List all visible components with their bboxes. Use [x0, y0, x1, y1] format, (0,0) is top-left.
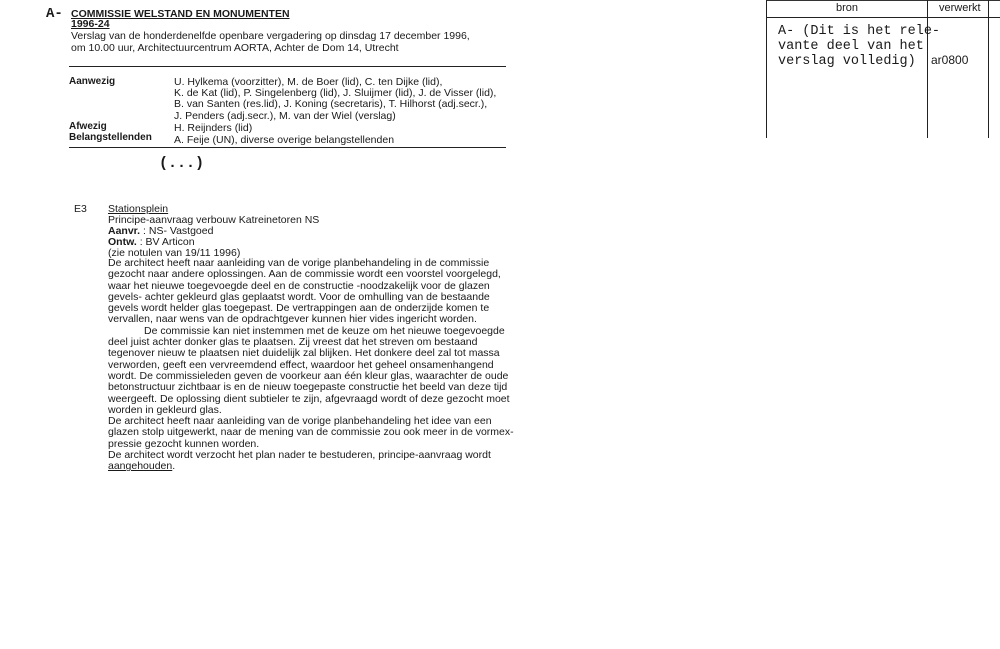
source-line: verslag volledig)	[778, 54, 916, 69]
body-line: De architect heeft naar aanleiding van de vorige planbehandeling het idee van een	[108, 415, 492, 428]
processed-code: ar0800	[931, 53, 969, 67]
body-line: tegenover nieuw te plaatsen niet duidelijk zal blijken. Het donkere deel zal tot massa	[108, 347, 500, 360]
table-top-border	[766, 0, 1000, 1]
body-line-final	[108, 461, 514, 472]
applicant-label: Aanvr.	[108, 225, 141, 237]
stakeholders-value: A. Feije (UN), diverse overige belangstellenden	[174, 134, 395, 146]
divider-bottom	[69, 147, 506, 148]
section-prefix: A-	[46, 6, 63, 22]
source-line: A- (Dit is het rele-	[778, 24, 941, 39]
committee-title: COMMISSIE WELSTAND EN MONUMENTEN	[71, 8, 290, 20]
present-line: K. de Kat (lid), P. Singelenberg (lid), J. Sluijmer (lid), J. de Visser (lid),	[174, 87, 497, 100]
body-line: De architect heeft naar aanleiding van de vorige planbehandeling in de commissie	[108, 257, 490, 269]
present-line: B. van Santen (res.lid), J. Koning (secretaris), T. Hilhorst (adj.secr.),	[174, 98, 488, 111]
body-line: De architect wordt verzocht het plan nader te bestuderen, principe-aanvraag wordt	[108, 449, 491, 462]
divider-top	[69, 66, 506, 67]
body-line: wordt. De commissieleden geven de voorkeur aan één kleur glas, waarachter de oude	[108, 369, 509, 382]
body-line: vervallen, naar wens van de opdrachtgever kunnen hier vides ingericht worden.	[108, 313, 477, 326]
body-line: gevels wordt helder glas toegepast. De vertrappingen aan de onderzijde komen te	[108, 302, 490, 315]
final-punctuation: .	[172, 460, 176, 473]
present-list	[174, 77, 496, 122]
item-subtitle: Principe-aanvraag verbouw Katreinetoren NS	[108, 214, 320, 226]
body-line: pressie gezocht kunnen worden.	[108, 437, 260, 450]
absent-label: Afwezig	[69, 121, 107, 132]
present-line: J. Penders (adj.secr.), M. van der Wiel (verslag)	[174, 109, 396, 122]
item-code: E3	[74, 203, 87, 215]
body-line: deel juist achter donker glas te plaatsen. Zij vreest dat het streven om bestaand	[108, 336, 478, 349]
decision-word: aangehouden	[108, 460, 173, 473]
minutes-reference: (zie notulen van 19/11 1996)	[108, 247, 241, 259]
source-note	[778, 24, 940, 69]
omission-marker: (...)	[159, 155, 205, 172]
body-line: weergeeft. De oplossing dient subtieler te zijn, afgevraagd wordt of deze gezocht moet	[108, 392, 510, 405]
designer-label: Ontw.	[108, 236, 137, 248]
absent-value: H. Reijnders (lid)	[174, 122, 253, 134]
present-label: Aanwezig	[69, 76, 116, 87]
item-body	[108, 258, 514, 473]
stakeholders-label: Belangstellenden	[69, 132, 152, 143]
body-line: worden in gekleurd glas.	[108, 403, 222, 416]
body-line: verworden, geeft een vervreemdend effect, waardoor het geheel onsamenhangend	[108, 358, 494, 371]
report-line: Verslag van de honderdenelfde openbare vergadering op dinsdag 17 december 1996,	[71, 30, 470, 42]
report-line: om 10.00 uur, Architectuurcentrum AORTA, Achter de Dom 14, Utrecht	[71, 41, 399, 54]
body-line: glazen stolp uitgewerkt, naar de mening van de commissie zou ook meer in de vormex-	[108, 426, 514, 439]
designer-value: : BV Articon	[139, 236, 195, 248]
column-header-source: bron	[836, 2, 859, 14]
table-header-border	[766, 17, 1000, 18]
body-line: gevels- achter gekleurd glas geplaatst wordt. Voor de omhulling van de bestaande	[108, 290, 490, 303]
meeting-number: 1996-24	[71, 18, 110, 30]
table-column-divider	[927, 0, 928, 138]
present-line: U. Hylkema (voorzitter), M. de Boer (lid), C. ten Dijke (lid),	[174, 76, 443, 88]
item-title: Stationsplein	[108, 203, 169, 215]
report-description	[71, 31, 470, 54]
body-line: waar het nieuwe toegevoegde deel en de constructie -noodzakelijk voor de glazen	[108, 279, 490, 292]
table-right-border	[988, 0, 989, 138]
column-header-processed: verwerkt	[939, 2, 981, 14]
applicant-value: : NS- Vastgoed	[143, 225, 214, 237]
table-left-border	[766, 0, 767, 138]
body-line: betonstructuur zichtbaar is en de nieuw toegepaste constructie het beeld van deze tijd	[108, 381, 508, 394]
body-line: De commissie kan niet instemmen met de keuze om het nieuwe toegevoegde	[144, 324, 505, 337]
body-line: gezocht naar andere oplossingen. Aan de commissie wordt een voorstel voorgelegd,	[108, 268, 501, 281]
source-line: vante deel van het	[778, 39, 924, 54]
